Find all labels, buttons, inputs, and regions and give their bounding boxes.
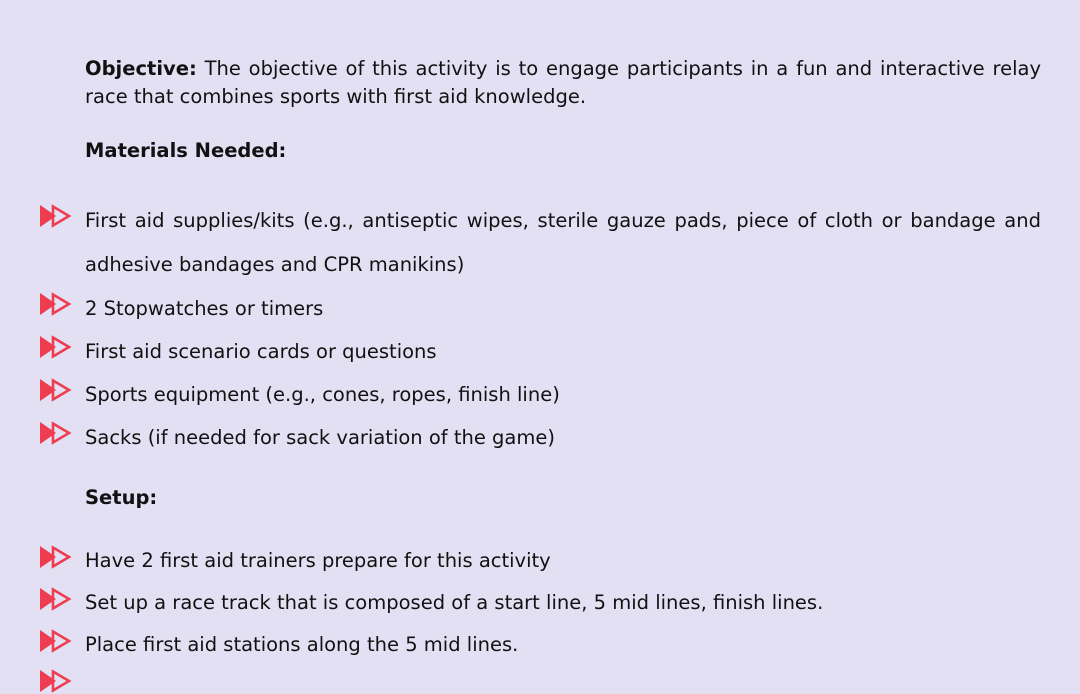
list-item — [0, 373, 1041, 416]
list-item — [0, 330, 1041, 373]
objective-text: The objective of this activity is to engage participants in a fun and interactive relay race that combines sports with first aid knowledge. — [85, 57, 1041, 108]
list-item — [0, 287, 1041, 330]
list-item-text: Place first aid stations along the 5 mid lines. — [85, 633, 519, 656]
double-play-arrow-icon — [38, 291, 72, 317]
list-item — [0, 582, 1041, 624]
list-item-text: First aid supplies/kits (e.g., antiseptic wipes, sterile gauze pads, piece of cloth or bandage and adhesive bandages and CPR manikins) — [85, 209, 1041, 276]
list-item-text: Sports equipment (e.g., cones, ropes, finish line) — [85, 383, 560, 406]
double-play-arrow-icon — [38, 334, 72, 360]
double-play-arrow-icon — [38, 544, 72, 570]
double-play-arrow-icon — [38, 668, 72, 694]
list-item-text: Set up a race track that is composed of a start line, 5 mid lines, finish lines. — [85, 591, 824, 614]
double-play-arrow-icon — [38, 586, 72, 612]
objective-paragraph — [85, 55, 1041, 111]
double-play-arrow-icon — [38, 203, 72, 229]
list-item — [0, 540, 1041, 582]
objective-label: Objective: — [85, 57, 197, 80]
setup-heading: Setup: — [85, 486, 158, 509]
list-item-text: Have 2 first aid trainers prepare for this activity — [85, 549, 551, 572]
setup-list — [0, 540, 1080, 666]
materials-list — [0, 199, 1080, 459]
list-item-text: 2 Stopwatches or timers — [85, 297, 324, 320]
double-play-arrow-icon — [38, 377, 72, 403]
materials-heading: Materials Needed: — [85, 139, 287, 162]
list-item — [0, 416, 1041, 459]
list-item-text: Sacks (if needed for sack variation of the game) — [85, 426, 555, 449]
double-play-arrow-icon — [38, 628, 72, 654]
list-item-text: First aid scenario cards or questions — [85, 340, 437, 363]
double-play-arrow-icon — [38, 420, 72, 446]
list-item — [0, 624, 1041, 666]
list-item — [0, 199, 1041, 287]
